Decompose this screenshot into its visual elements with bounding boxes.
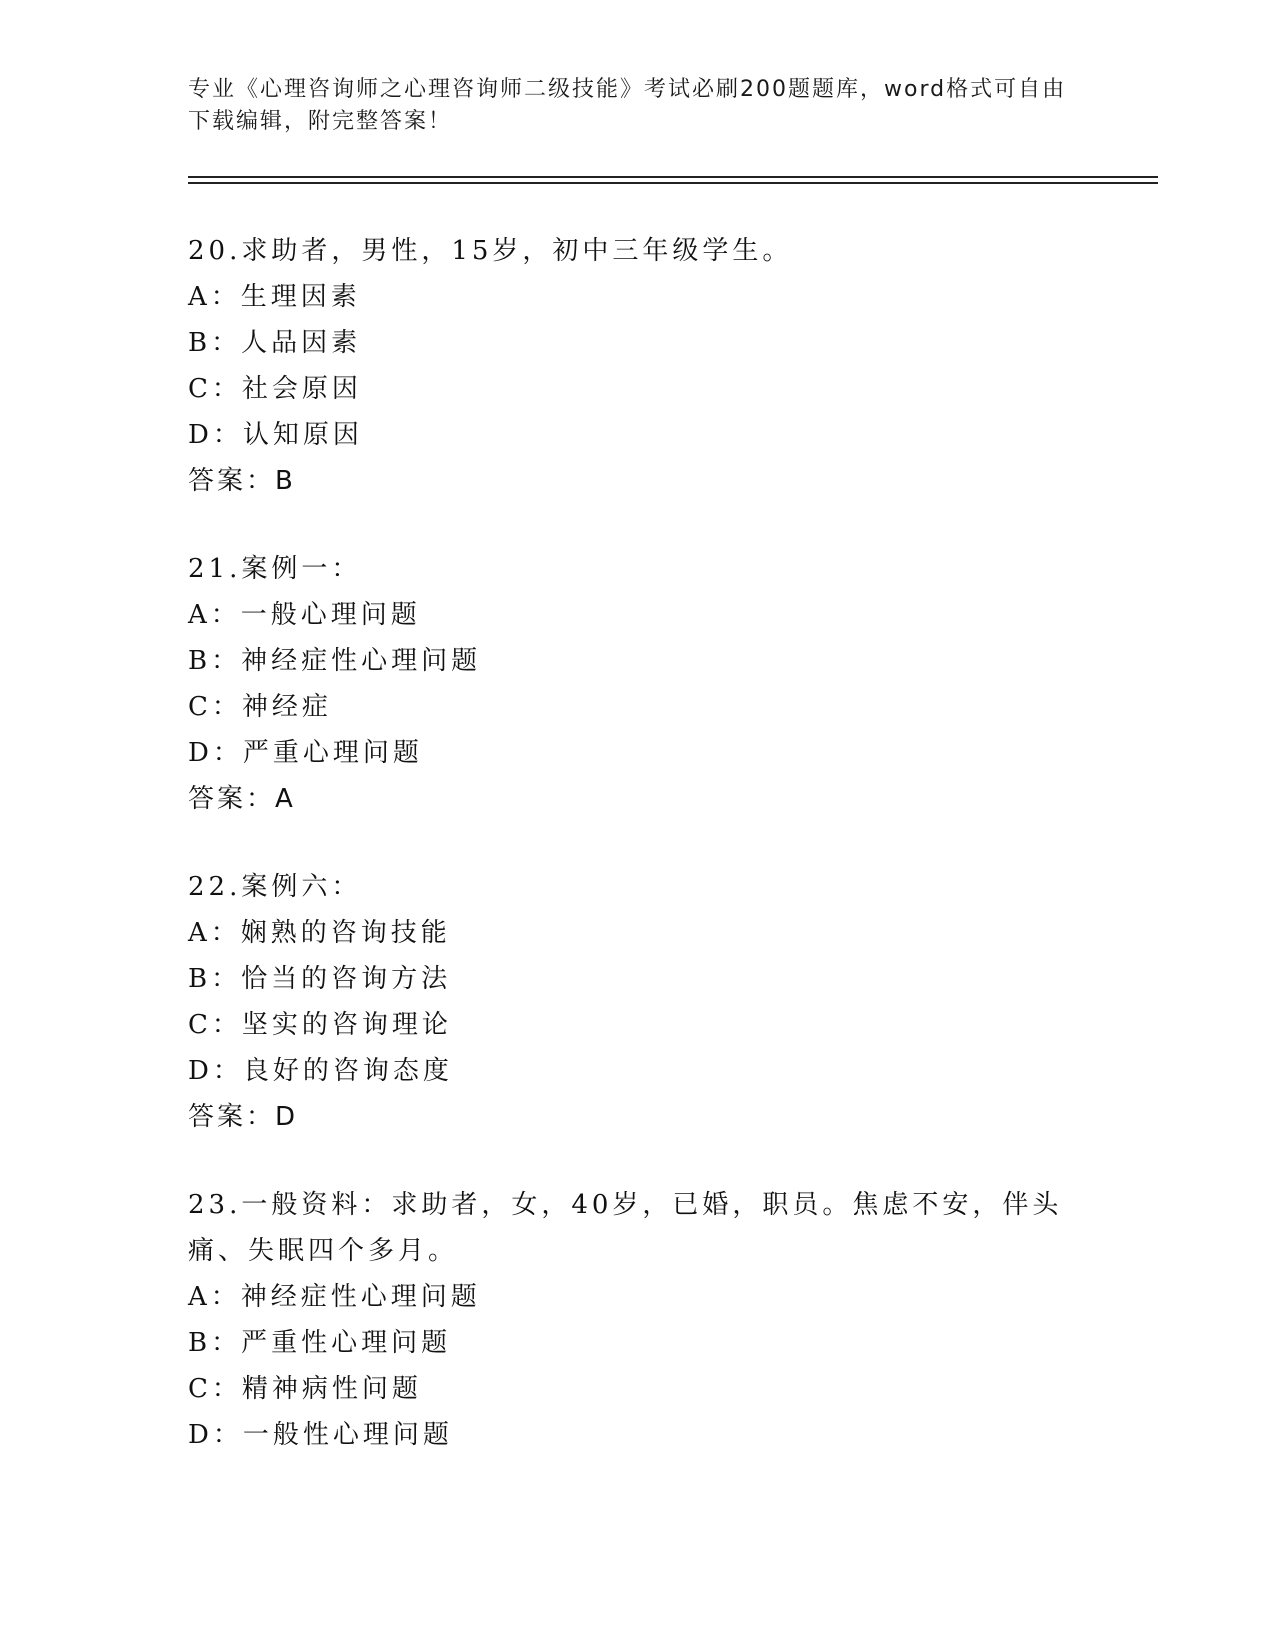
answer-line: 答案：D (188, 1102, 299, 1132)
question-stem: 23.一般资料：求助者，女，40岁，已婚，职员。焦虑不安，伴头痛、失眠四个多月。 (188, 1190, 1063, 1266)
option-a: A：娴熟的咨询技能 (188, 918, 451, 948)
question-23 (188, 1182, 1088, 1458)
answer-line: 答案：B (188, 466, 296, 496)
header-divider-bottom (188, 182, 1158, 184)
option-b: B：人品因素 (188, 328, 362, 358)
option-a: A：神经症性心理问题 (188, 1282, 481, 1312)
option-c: C：坚实的咨询理论 (188, 1010, 452, 1040)
option-c: C：社会原因 (188, 374, 362, 404)
option-b: B：恰当的咨询方法 (188, 964, 452, 994)
option-c: C：精神病性问题 (188, 1374, 422, 1404)
option-d: D：一般性心理问题 (188, 1420, 453, 1450)
option-b: B：神经症性心理问题 (188, 646, 482, 676)
question-21 (188, 546, 1088, 822)
question-stem: 22.案例六： (188, 872, 362, 902)
question-20 (188, 228, 1088, 504)
option-a: A：生理因素 (188, 282, 361, 312)
question-stem: 21.案例一： (188, 554, 362, 584)
answer-line: 答案：A (188, 784, 296, 814)
option-a: A：一般心理问题 (188, 600, 421, 630)
option-d: D：良好的咨询态度 (188, 1056, 453, 1086)
option-d: D：认知原因 (188, 420, 363, 450)
option-c: C：神经症 (188, 692, 332, 722)
option-d: D：严重心理问题 (188, 738, 423, 768)
header-divider-top (188, 176, 1158, 178)
document-header: 专业《心理咨询师之心理咨询师二级技能》考试必刷200题题库，word格式可自由下载编辑，附完整答案！ (188, 77, 1067, 134)
option-b: B：严重性心理问题 (188, 1328, 452, 1358)
question-stem: 20.求助者，男性，15岁，初中三年级学生。 (188, 236, 793, 266)
question-22 (188, 864, 1088, 1140)
